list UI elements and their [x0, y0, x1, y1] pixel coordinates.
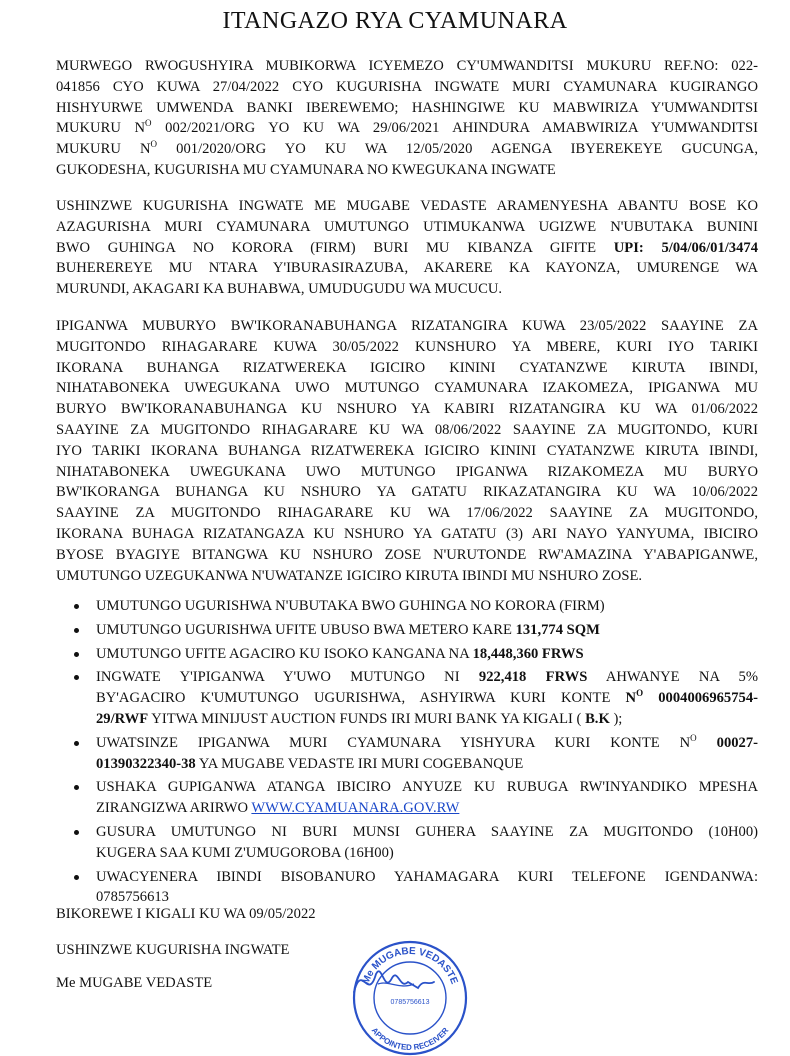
market-value: 18,448,360 FRWS — [472, 645, 584, 662]
stamp-phone: 0785756613 — [390, 999, 430, 1006]
text-line: MURWEGO RWOGUSHYIRA MUBIKORWA ICYEMEZO CY'UMWANDITSI MUKURU REF.NO: 022- — [56, 58, 758, 74]
list-item: UMUTUNGO UGURISHWA UFITE UBUSO BWA METERO KARE 131,774 SQM — [56, 620, 758, 641]
paragraph-auction-schedule — [56, 316, 758, 586]
list-item: USHAKA GUPIGANWA ATANGA IBICIRO ANYUZE KU RUBUGA RW'INYANDIKO MPESHA ZIRANGIZWA ARIRWO WWW.CYAMUANARA.GOV.RW — [56, 777, 758, 819]
text-line: MUKURU $N^O$ 001/2020/ORG YO KU WA 12/05/2020 AGENGA IBYEREKEYE GUCUNGA, — [56, 139, 758, 158]
list-item: UWATSINZE IPIGANWA MURI CYAMUNARA YISHYURA KURI KONTE $N^O$ 00027- 01390322340-38 YA MUGABE VEDASTE IRI MURI COGEBANQUE — [56, 733, 758, 775]
list-item: GUSURA UMUTUNGO NI BURI MUNSI GUHERA SAAYINE ZA MUGITONDO (10H00) KUGERA SAA KUMI Z'UMUGOROBA (16H00) — [56, 822, 758, 864]
text-line: IKORANA BUHANGA RIZATWEREKA IGICIRO KININI CYATANZWE KIRUTA IBINDI, — [56, 359, 758, 376]
bullet-icon — [74, 741, 79, 746]
deposit-amount: 922,418 FRWS — [478, 669, 588, 686]
text-line: MURUNDI, AKAGARI KA BUHABWA, UMUDUGUDU WA MUCUCU. — [56, 281, 503, 298]
text-line: AZAGURISHA MURI CYAMUNARA UMUTUNGO UTIMUKANWA UGIZWE N'UBUTAKA BUNINI — [56, 218, 758, 235]
list-item: UWACYENERA IBINDI BISOBANURO YAHAMAGARA KURI TELEFONE IGENDANWA: 0785756613 — [56, 867, 758, 909]
text-line: MUKURU $N^O$ 002/2021/ORG YO KU WA 29/06/2021 AHINDURA AMABWIRIZA Y'UMWANDITSI — [56, 118, 758, 137]
land-area: 131,774 SQM — [515, 621, 600, 638]
text-line: BURYO BW'IKORANABUHANGA KU NSHURO YA KABIRI RIZATANGIRA KU WA 01/06/2022 — [56, 401, 758, 418]
text-line: HISHYURWE UMWENDA BANKI IBEREWEMO; HASHINGIWE KU MABWIRIZA Y'UMWANDITSI — [56, 99, 758, 116]
bullet-icon — [74, 675, 79, 680]
document-title: ITANGAZO RYA CYAMUNARA — [222, 8, 568, 34]
bullet-icon — [74, 628, 79, 633]
text-line: BWO GUHINGA NO KORORA (FIRM) BURI MU KIBANZA GIFITE UPI: 5/04/06/01/3474 — [56, 239, 758, 256]
winner-account-number: 01390322340-38 — [96, 755, 196, 772]
auction-website-link[interactable]: WWW.CYAMUANARA.GOV.RW — [251, 800, 460, 817]
text-line: IPIGANWA MUBURYO BW'IKORANABUHANGA RIZATANGIRA KUWA 23/05/2022 SAAYINE ZA — [56, 318, 758, 334]
signing-date: BIKOREWE I KIGALI KU WA 09/05/2022 — [56, 906, 316, 922]
svg-text:Me MUGABE VEDASTE — [360, 946, 459, 986]
list-item: INGWATE Y'IPIGANWA Y'UWO MUTUNGO NI 922,418 FRWS AHWANYE NA 5% BY'AGACIRO K'UMUTUNGO UGURISHWA, ASHYIRWA KURI KONTE $N^O$ 0004006965754- 29/RWF YITWA MINIJUST AUCTION FUNDS IRI MURI BANK YA KIGALI ( B.K ); — [56, 667, 758, 729]
signatory-role: USHINZWE KUGURISHA INGWATE — [56, 942, 290, 958]
text-line: 041856 CYO KUWA 27/04/2022 CYO KUGURISHA INGWATE MURI CYAMUNARA KUGIRANGO — [56, 78, 758, 95]
text-line: BYOSE BYAGIYE BITANGWA KU NSHURO ZOSE N'URUTONDE RW'AMAZINA Y'ABAPIGANWE, — [56, 546, 758, 563]
text-line: NIHATABONEKA UWEGUKANA UWO MUTUNGO IPIGANWA RIZAKOMEZA MU BURYO — [56, 463, 758, 480]
text-line: SAAYINE ZA MUGITONDO RIHAGARARE KU WA 08/06/2022 SAAYINE ZA MUGITONDO, KURI — [56, 421, 758, 438]
paragraph-reference — [56, 56, 758, 181]
text-line: BUHEREREYE MU NTARA Y'IBURASIRAZUBA, AKARERE KA KAYONZA, UMURENGE WA — [56, 260, 758, 277]
account-number: 0004006965754- — [643, 690, 758, 707]
paragraph-announcement — [56, 196, 758, 300]
text-line: BW'IKORANGA BUHANGA KU NSHURO YA GATATU RIKAZATANGIRA KU WA 10/06/2022 — [56, 484, 758, 501]
bullet-icon — [74, 604, 79, 609]
upi-number: UPI: 5/04/06/01/3474 — [613, 239, 758, 256]
signatory-name: Me MUGABE VEDASTE — [56, 975, 213, 991]
text-line: GUKODESHA, KUGURISHA MU CYAMUNARA NO KWEGUKANA INGWATE — [56, 161, 556, 178]
text-line: SAAYINE ZA MUGITONDO RIHAGARARE KU WA 17/06/2022 SAAYINE ZA MUGITONDO, — [56, 505, 758, 522]
official-stamp-icon — [348, 932, 472, 1056]
list-item: UMUTUNGO UFITE AGACIRO KU ISOKO KANGANA NA 18,448,360 FRWS — [56, 644, 758, 665]
bullet-icon — [74, 785, 79, 790]
list-item: UMUTUNGO UGURISHWA N'UBUTAKA BWO GUHINGA NO KORORA (FIRM) — [56, 596, 758, 617]
stamp-bottom-text: APPOINTED RECEIVER — [369, 1025, 451, 1053]
text-line: MUGITONDO RIHAGARARE KUWA 30/05/2022 KUNSHURO YA MBERE, KURI IYO TARIKI — [56, 338, 758, 355]
phone-number: 0785756613 — [96, 889, 169, 906]
text-line: IKORANA BUHAGA RIZATANGAZA KU NSHURO YA GATATU (3) ARI NAYO YANYUMA, IBICIRO — [56, 525, 758, 542]
text-line: NIHATABONEKA UWEGUKANA UWO MUTUNGO CYAMUNARA IZAKOMEZA, IPIGANWA MU — [56, 380, 758, 397]
bullet-icon — [74, 652, 79, 657]
bullet-icon — [74, 875, 79, 880]
text-line: UMUTUNGO UZEGUKANWA N'UWATANZE IGICIRO KIRUTA IBINDI MU NSHURO ZOSE. — [56, 567, 643, 584]
bullet-icon — [74, 830, 79, 835]
svg-text:APPOINTED RECEIVER — [370, 1026, 451, 1052]
property-details-list — [56, 596, 758, 911]
stamp-top-text: Me MUGABE VEDASTE — [360, 945, 460, 986]
text-line: IYO TARIKI IKORANA BUHANGA RIZATWEREKA IGICIRO KININI CYATANZWE KIRUTA IBINDI, — [56, 442, 758, 459]
text-line: USHINZWE KUGURISHA INGWATE ME MUGABE VEDASTE ARAMENYESHA ABANTU BOSE KO — [56, 198, 758, 214]
